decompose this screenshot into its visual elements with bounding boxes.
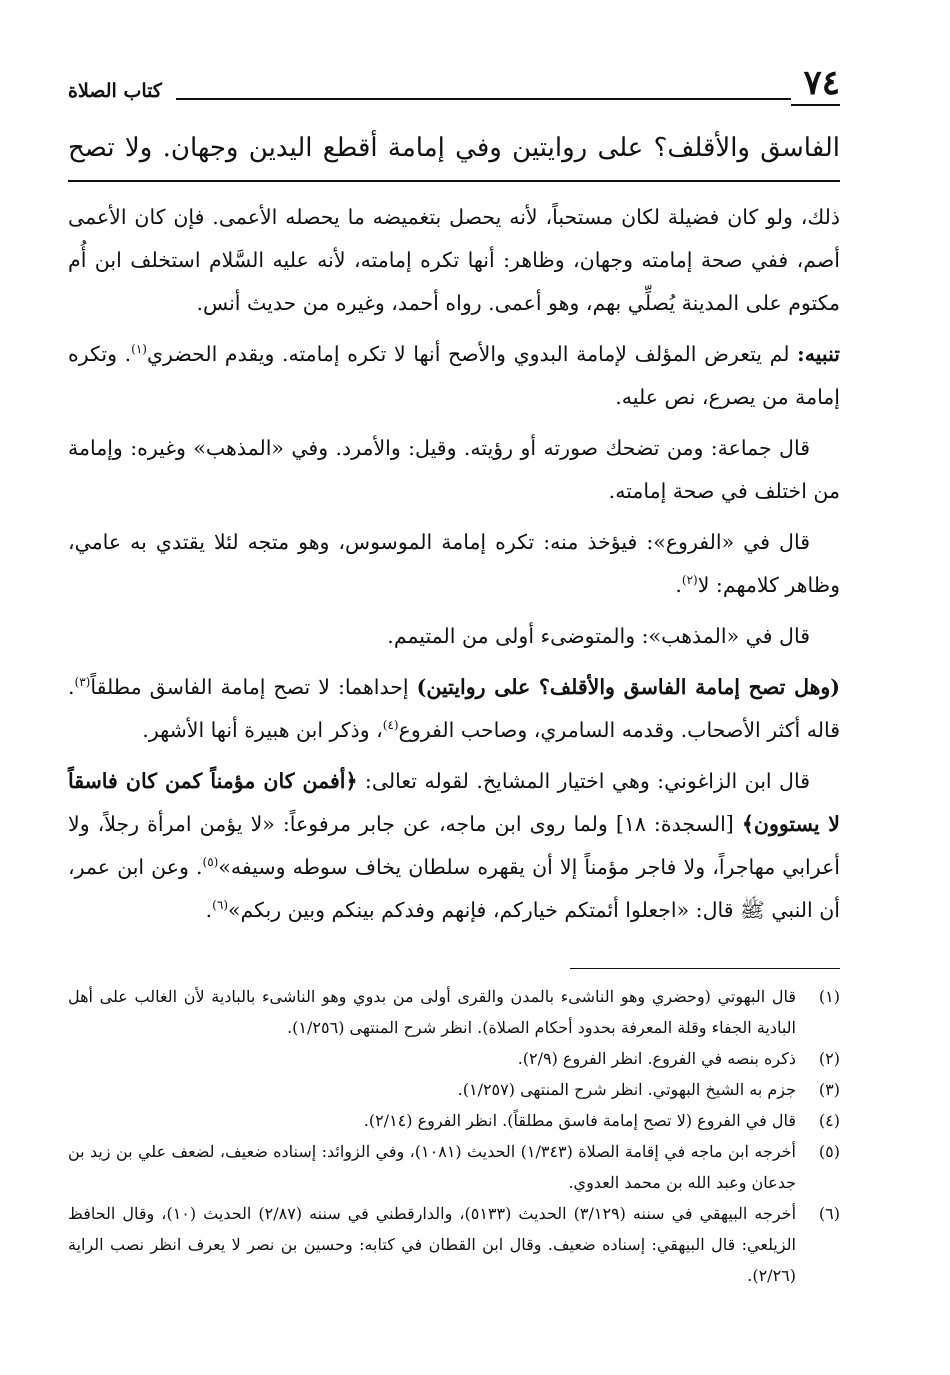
matn-text: الفاسق والأقلف؟ على روايتين وفي إمامة أقطع اليدين وجهان. ولا تصح <box>68 133 840 163</box>
footnote-text: قال البهوتي (وحضري وهو الناشىء بالمدن والقرى أولى من بدوي وهو الناشىء بالبادية لأن الغالب على أهل البادية الجفاء وقلة المعرفة بحدود أحكام الصلاة). انظر شرح المنتهى (١/٢٥٦). <box>68 986 796 1037</box>
paragraph-text: قال جماعة: ومن تضحك صورته أو رؤيته. وقيل: والأمرد. وفي «المذهب» وغيره: وإمامة من اختلف في صحة إمامته. <box>68 435 840 503</box>
footnote-number: (٤) <box>818 1110 840 1130</box>
paragraph-text: إحداهما: لا تصح إمامة الفاسق مطلقاً <box>90 674 417 699</box>
footnote <box>68 1105 840 1136</box>
paragraph-text: ذلك، ولو كان فضيلة لكان مستحباً، لأنه يحصل بتغميضه ما يحصله الأعمى. فإن كان الأعمى أصم، ففي صحة إمامته وجهان، وظاهر: أنها تكره إمامته، لأنه عليه السَّلام استخلف ابن أُم مكتوم على المدينة يُصلِّي بهم، وهو أعمى. رواه أحمد، وغيره من حديث أنس. <box>68 204 840 315</box>
footnote <box>68 981 840 1043</box>
commentary-paragraph <box>68 521 840 607</box>
footnote-text: أخرجه البيهقي في سننه (٣/١٢٩) الحديث (٥١٣٣)، والدارقطني في سننه (٢/٨٧) الحديث (١٠)، وقال الحافظ الزيلعي: قال البيهقي: إسناده ضعيف. وقال ابن القطان في كتابه: وحسين بن نصر لا يعرف انظر نصب الراية (٢/٢٦). <box>68 1203 797 1285</box>
quran-verse: ﴿أفمن كان مؤمناً كمن كان فاسقاً لا يستوون﴾ <box>68 768 840 836</box>
matn-quote: (وهل تصح إمامة الفاسق والأقلف؟ على روايتين) <box>416 674 840 699</box>
paragraph-text: قال في «الفروع»: فيؤخذ منه: تكره إمامة الموسوس، وهو متجه لئلا يقتدي به عامي، وظاهر كلامهم: لا <box>68 529 840 597</box>
footnote <box>68 1136 840 1198</box>
footnote-number: (٣) <box>818 1079 840 1099</box>
footnote-text: جزم به الشيخ البهوتي. انظر شرح المنتهى (١/٢٥٧). <box>457 1079 796 1099</box>
page-number: ٧٤ <box>791 66 840 106</box>
paragraph-text: قال في «المذهب»: والمتوضىء أولى من المتيمم. <box>387 623 810 648</box>
footnote-number: (٦) <box>818 1203 840 1223</box>
book-page <box>68 50 840 1291</box>
commentary-paragraph <box>68 760 840 932</box>
footnote-ref[interactable]: (٥) <box>202 854 219 869</box>
footnote-divider <box>570 968 840 969</box>
footnote <box>68 1074 840 1105</box>
paragraph-text: ، وذكر ابن هبيرة أنها الأشهر. <box>142 717 383 742</box>
footnote-ref[interactable]: (٣) <box>74 674 91 689</box>
footnote-number: (١) <box>818 986 840 1006</box>
matn-divider <box>68 180 840 182</box>
footnote-ref[interactable]: (١) <box>131 341 147 356</box>
commentary-paragraph <box>68 666 840 752</box>
footnote-ref[interactable]: (٤) <box>382 717 399 732</box>
commentary-paragraph <box>68 333 840 419</box>
commentary-paragraph <box>68 615 840 658</box>
footnote-ref[interactable]: (٢) <box>681 572 698 587</box>
paragraph-text: . <box>205 897 213 922</box>
paragraph-text: قال ابن الزاغوني: وهي اختيار المشايخ. لقوله تعالى: <box>357 768 810 793</box>
footnote-ref[interactable]: (٦) <box>212 897 228 912</box>
note-heading: تنبيه: <box>797 341 840 366</box>
footnotes <box>68 981 840 1291</box>
book-title: كتاب الصلاة <box>68 80 162 102</box>
footnote-text: قال في الفروع (لا تصح إمامة فاسق مطلقاً). انظر الفروع (٢/١٤). <box>363 1110 796 1130</box>
paragraph-text: . قاله أكثر الأصحاب. وقدمه السامري، وصاحب الفروع <box>68 674 840 742</box>
header-rule <box>176 98 792 100</box>
footnote-text: أخرجه ابن ماجه في إقامة الصلاة (١/٣٤٣) الحديث (١٠٨١)، وفي الزوائد: إسناده ضعيف، لضعف علي بن زيد بن جدعان وعبد الله بن محمد العدوي. <box>68 1141 796 1192</box>
commentary-paragraph <box>68 196 840 325</box>
footnote <box>68 1043 840 1074</box>
paragraph-text: لم يتعرض المؤلف لإمامة البدوي والأصح أنها لا تكره إمامته. ويقدم الحضري <box>146 341 798 366</box>
commentary-paragraph <box>68 427 840 513</box>
paragraph-text: . وتكره إمامة من يصرع، نص عليه. <box>68 341 840 409</box>
paragraph-text: [السجدة: ١٨] ولما روى ابن ماجه، عن جابر مرفوعاً: «لا يؤمن امرأة رجلاً، ولا أعرابي مهاجراً، ولا فاجر مؤمناً إلا أن يقهره سلطان يخاف سوطه وسيفه» <box>68 811 840 879</box>
footnote-number: (٢) <box>818 1048 840 1068</box>
paragraph-text: . <box>675 572 682 597</box>
paragraph-text: . وعن ابن عمر، أن النبي ﷺ قال: «اجعلوا أئمتكم خياركم، فإنهم وفدكم بينكم وبين ربكم» <box>68 854 840 922</box>
footnote-text: ذكره بنصه في الفروع. انظر الفروع (٢/٩). <box>517 1048 796 1068</box>
footnote-number: (٥) <box>818 1141 840 1161</box>
running-header <box>68 50 840 106</box>
footnote <box>68 1198 840 1291</box>
